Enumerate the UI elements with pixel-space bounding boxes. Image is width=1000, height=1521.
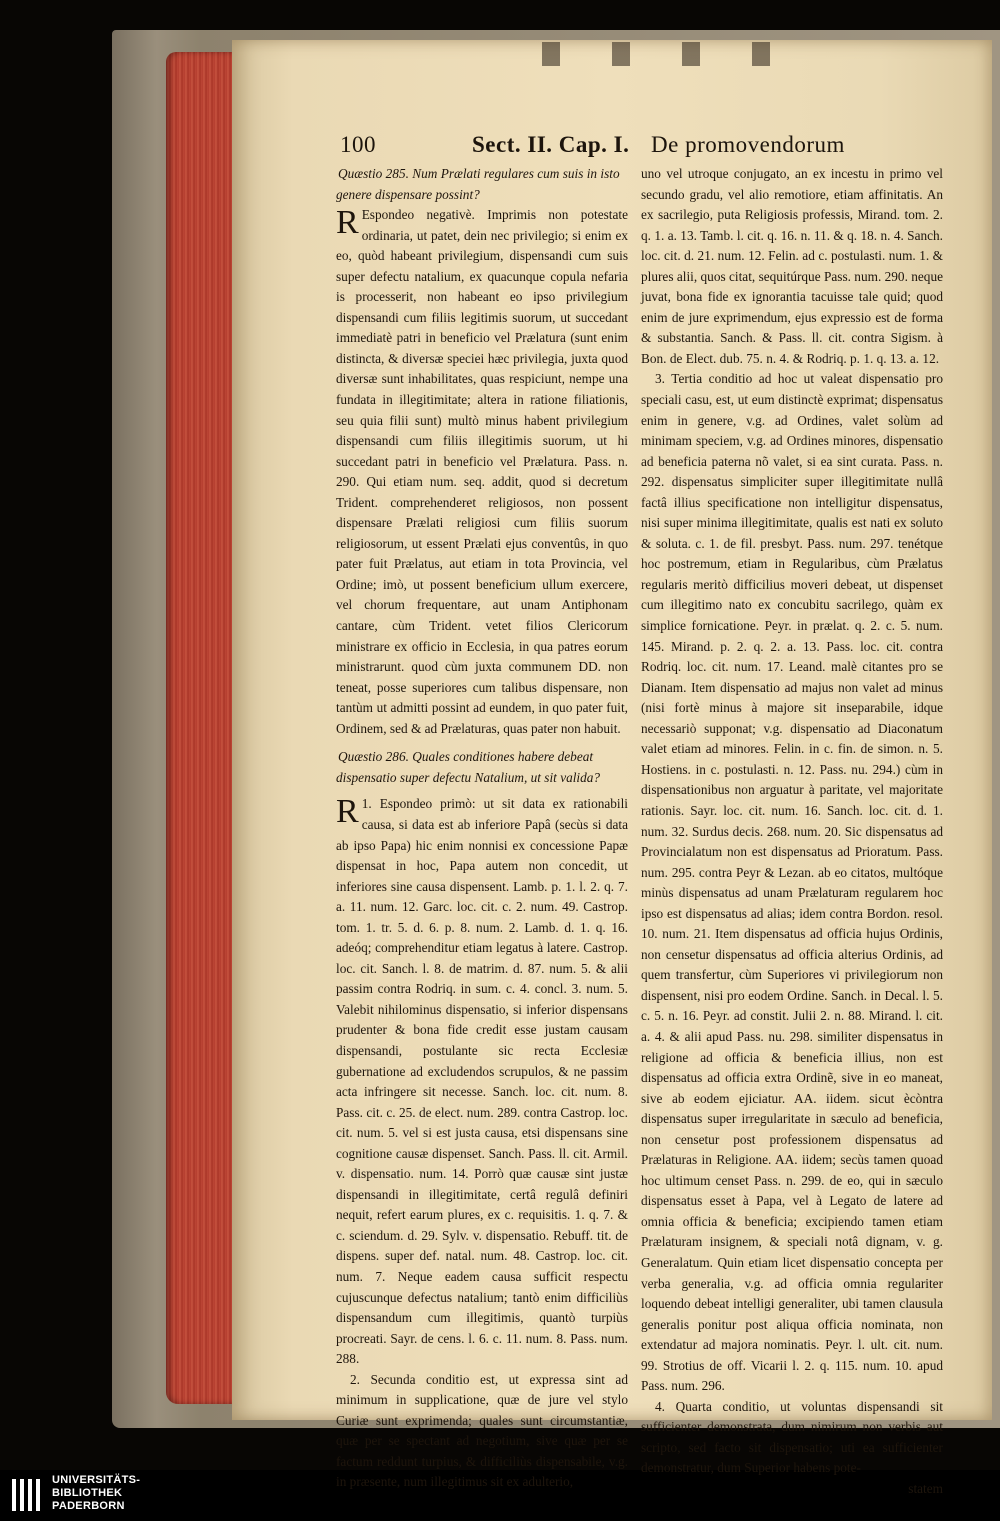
library-logo-icon [10,1473,50,1517]
paragraph-4: 4. Quarta conditio, ut voluntas dispensandi sit sufficienter demonstrata, dum nimirum non verbis aut scripto, sed facto sit dispensatio; uti ea sufficienter demonstratur, dum Superior habens pote- [641,1398,943,1476]
right-column [641,164,943,1500]
library-logo [10,1473,250,1517]
question-285-answer [336,205,628,739]
question-286-answer [336,794,628,1369]
bleed-through-text [520,42,780,66]
question-286-text: Espondeo primò: ut sit data ex rationabili causa, si data est ab inferiore Papâ (secùs si data ab ipso Papa) hic enim nonnisi ex concessione Papæ dispensat in hoc, Papa autem non concedit, ut inferiores sine causa dispensent. Lamb. p. 1. l. 2. q. 7. a. 11. num. 12. Garc. loc. cit. c. 2. num. 49. Castrop. tom. 1. tr. 5. d. 6. p. 8. num. 2. Lamb. d. 1. q. 16. adeóq; comprehenditur etiam legatus à latere. Castrop. loc. cit. Sanch. l. 8. de matrim. d. 87. num. 5. & alii passim contra Rodriq. in sum. c. 4. concl. 3. num. 5. Valebit nihilominus dispensatio, si inferior dispensans prudenter & bona fide credit esse justam causam dispensandi, postulante sic recta Ecclesiæ gubernatione ad excludendos scrupulos, & ne passim acta infringere sit necesse. Sanch. loc. cit. num. 8. Pass. cit. c. 25. de elect. num. 289. contra Castrop. loc. cit. num. 5. vel si est justa causa, etsi dispensans sine cognitione causæ dispenset. Sanch. Pass. ll. cit. Armil. v. dispensatio. num. 14. Porrò quæ causæ sint justæ dispensandi in illegitimitate, certâ regulâ definiri nequit, refert earum plures, ex c. requisitis. 1. q. 7. & c. sciendum. d. 29. Sylv. v. dispensatio. Rebuff. tit. de dispens. super def. natal. num. 48. Castrop. loc. cit. num. 7. Neque eadem causa sufficit respectu cujuscunque defectus natalium; tantò enim difficiliùs dispensandum cum illegitimis, quantò turpiùs procreati. Sayr. de cens. l. 6. c. 11. num. 8. Pass. num. 288. [336,796,629,1367]
running-header-section: Sect. II. Cap. I. [472,132,630,157]
paragraph-3: 3. Tertia conditio ad hoc ut valeat dispensatio pro speciali casu, est, ut eum distinctè exprimat; dispensatus enim in genere, v.g. ad Ordines, valet solùm ad minimam speciem, v.g. ad Ordines minores, dispensatio ad beneficia paterna nõ valet, si ea sint curata. Pass. n. 292. dispensatus simpliciter super illegitimitate nullâ factâ illius specificatione non intelligitur dispensatus, nisi super minima illegitimitate, qualis est nati ex soluto & soluta. c. 1. de fil. presbyt. Pass. num. 297. tenétque hoc postremum, etiam in Regularibus, cùm Prælatus regularis meritò difficilius moveri debeat, ut dispenset cum illegitimo nato ex concubitu sacrilego, quàm ex simplice fornicatione. Peyr. in prælat. q. 2. c. 5. num. 145. Mirand. p. 2. q. 2. a. 13. Pass. loc. cit. contra Rodriq. loc. cit. num. 17. Leand. malè citantes pro se Dianam. Item dispensatio ad majus non valet ad minus (nisi fortè minus à majore sit inseparabile, idque necessariò supponat; v.g. dispensatio ad Diaconatum valet etiam ad minores. Felin. in c. fin. de simon. n. 5. Hostiens. in c. postulasti. n. 12. Pass. nu. 294.) cùm in dispensationibus non arguatur à paritate, vel majoritate rationis. Sayr. loc. cit. num. 16. Sanch. loc. cit. d. 1. num. 32. Surdus decis. 268. num. 20. Sic dispensatus ad Provincialatum non est dispensatus ad Prioratum. Pass. num. 295. contra Peyr & Lezan. ab eo citatos, multóque minùs dispensatus ad unam Prælaturam regularem hoc ipso est dispensatus ad alias; idem contra Bordon. resol. 10. num. 21. Item dispensatus ad officia hujus Ordinis, non censetur dispensatus ad officia alterius Ordinis, ad quem transfertur, cùm Superiores vi privilegiorum non dispensent, nisi pro eodem Ordine. Sanch. in Decal. l. 5. c. 5. n. 16. Peyr. ad constit. Julii 2. n. 88. Mirand. l. cit. a. 4. & alii apud Pass. nu. 298. similiter dispensatus in religione ad officia & beneficia illius, non est dispensatus ad officia extra Ordinẽ, sive in eo maneat, sive ab eodem ejiciatur. AA. iidem. sicut ècòntra dispensatus super irregularitate in sæculo ad beneficia, non censetur post professionem dispensatus ad Prælaturas in Religione. AA. iidem; secùs tamen quoad hoc ultimum censet Pass. n. 299. de eo, qui in sæculo dispensatus esset à Papa, vel à Legato de latere ad omnia officia & beneficia; excipiendo tamen etiam Prælaturam insignem, & speciali notâ dignam, v. g. Generalatum. Quin etiam licet dispensatio concepta per verba generalia, v.g. ad officia omnia regulariter loquendo debeat intelligi generaliter, ubi tamen clausula generalis ponitur post aliqua officia nominata, non extendatur ad majora nominatis. Peyr. l. ult. cit. num. 99. Strotius de off. Vicarii l. 2. q. 115. num. 10. apud Pass. num. 296. [641,371,943,1394]
question-285-text: Espondeo negativè. Imprimis non potestate ordinaria, ut patet, dein nec privilegio; si enim ex eo, quòd habeant privilegium, dispensandi cum suis super defectu natalium, ex quacunque copula nefaria is processerit, non habeant eo ipso privilegium dispensandi cum filiis legitimis suorum, ut succedant immediatè patri in beneficio vel Prælatura (sunt enim distincta, & diversæ speciei hæc privilegia, juxta quod diversæ sunt inhabilitates, quas respiciunt, nempe una fundata in illegitimitate; altera in ratione filiationis, seu quia filii sunt) multò minus habent privilegium dispensandi cum filiis illegitimis suorum, ut hi succedant patri in beneficio vel Prælatura. Pass. n. 290. Qui etiam num. seq. addit, quod si decretum Trident. comprehenderet religiosos, non possent dispensare Prælati religiosi cum filiis suorum religiosorum, ut essent Prælati ejus conventûs, in quo pater fuit Prælatus, aut etiam in tota Provincia, vel Ordine; imò, ut possent beneficium ullum exercere, vel chorum frequentare, aut unam Antiphonam cantare, cùm Trident. vetet filios Clericorum ministrare ex officio in Ecclesia, in qua patres eorum ministrarunt. quod cùm juxta communem DD. non teneat, posse superiores cum talibus dispensare, non tantùm ut admitti possint ad eundem, in quo pater fuit, Ordinem, sed & ad Prælaturas, quas pater non habuit. [336,207,628,736]
red-page-edges [166,52,238,1404]
drop-cap: R [336,793,359,831]
page-number: 100 [340,132,376,157]
catchword: statem [908,1481,943,1496]
paragraph-2: 2. Secunda conditio est, ut expressa sint ad minimum in supplicatione, quæ de jure vel stylo Curiæ sunt exprimenda; quales sunt circumstantiæ, quæ per se spectant ad negotium, sive quæ per se factum reddunt turpius, & difficiliùs dispensabile, v.g. in præsente, num illegitimus sit ex adulterio, [336,1371,628,1490]
library-logo-text: UNIVERSITÄTS- BIBLIOTHEK PADERBORN [52,1474,141,1512]
left-column [336,164,628,1493]
question-285-title: Quæstio 285. Num Prælati regulares cum suis in isto genere dispensare possint? [336,166,620,202]
continuation-text: uno vel utroque conjugato, an ex incestu in primo vel secundo gradu, vel alio remotiore, etiam affinitatis. An ex sacrilegio, puta Religiosis professis, Mirand. tom. 2. q. 1. a. 13. Tamb. l. cit. q. 16. n. 11. & q. 18. n. 4. Sanch. loc. cit. d. 21. num. 12. Felin. ad c. postulasti. num. 1. & plures alii, quos citat, sequitúrque Pass. num. 290. neque juvat, bona fide ex ignorantia tacuisse tale quid; quod enim de jure exprimendum, ejus expressio est de forma & substantia. Sanch. & Pass. ll. cit. contra Sigism. à Bon. de Elect. dub. 75. n. 4. & Rodriq. p. 1. q. 13. a. 12. [641,166,943,366]
question-286-title: Quæstio 286. Quales conditiones habere debeat dispensatio super defectu Natalium, ut sit valida? [336,749,601,785]
running-header-title: De promovendorum [651,132,845,157]
drop-cap: R [336,204,359,242]
paragraph-number: 1. [361,796,372,812]
